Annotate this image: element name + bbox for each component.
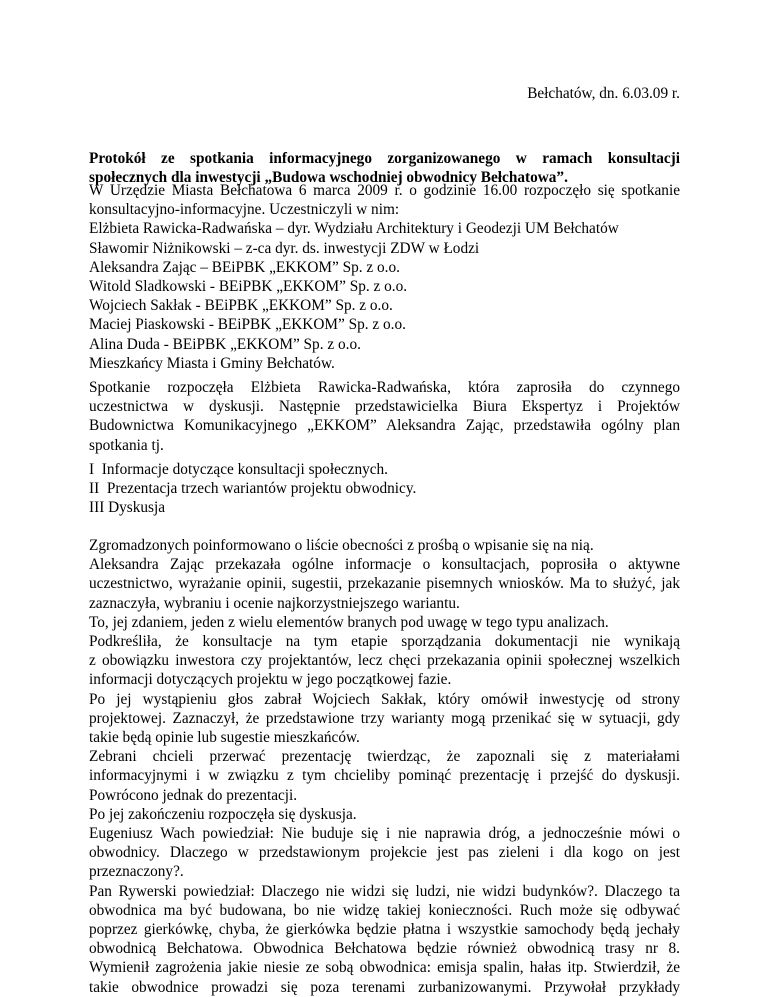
body-line: uczestnictwo, wyrażanie opinii, sugestii, przekazanie pisemnych wniosków. Ma to służyć, jak — [89, 575, 680, 593]
participant-item: Mieszkańcy Miasta i Gminy Bełchatów. — [89, 354, 335, 372]
discussion-body — [89, 536, 680, 997]
body-line: Wymienił zagrożenia jakie niesie ze sobą obwodnica: emisja spalin, hałas itp. Stwierdził, że — [89, 959, 680, 977]
paragraph-line: Spotkanie rozpoczęła Elżbieta Rawicka-Radwańska, która zaprosiła do czynnego — [89, 379, 680, 396]
body-line: Po jej wystąpieniu głos zabrał Wojciech Sakłak, który omówił inwestycję od strony — [89, 690, 680, 708]
body-line: obwodnicą Bełchatowa. Obwodnica Bełchatowa będzie również obwodnicą trasy nr 8. — [89, 940, 680, 958]
body-line: Zgromadzonych poinformowano o liście obecności z prośbą o wpisanie się na nią. — [89, 537, 594, 554]
document-date: Bełchatów, dn. 6.03.09 r. — [527, 85, 680, 102]
body-line: Aleksandra Zając przekazała ogólne informacje o konsultacjach, poprosiła o aktywne — [89, 556, 680, 574]
opening-paragraph — [89, 378, 680, 455]
body-line: Pan Rywerski powiedział: Dlaczego nie widzi się ludzi, nie widzi budynków?. Dlaczego ta — [89, 882, 680, 900]
body-line: obwodnicy. Dlaczego w przedstawionym projekcie jest pas zieleni i dla kogo on jest — [89, 844, 680, 862]
title-line: społecznych dla inwestycji „Budowa wschodniej obwodnicy Bełchatowa”. — [89, 169, 568, 187]
body-line: Po jej zakończeniu rozpoczęła się dyskusja. — [89, 805, 357, 823]
paragraph-line: uczestnictwa w dyskusji. Następnie przedstawicielka Biura Ekspertyz i Projektów — [89, 398, 680, 416]
body-line: Podkreśliła, że konsultacje na tym etapie sporządzania dokumentacji nie wynikają — [89, 633, 680, 651]
paragraph-line: spotkania tj. — [89, 436, 164, 454]
participant-item: Wojciech Sakłak - BEiPBK „EKKOM” Sp. z o.o. — [89, 297, 393, 315]
body-line: To, jej zdaniem, jeden z wielu elementów branych pod uwagę w tego typu analizach. — [89, 613, 609, 631]
participant-item: Sławomir Niżnikowski – z-ca dyr. ds. inwestycji ZDW w Łodzi — [89, 239, 480, 257]
body-line: poprzez gierkówkę, chyba, że gierkówka będzie płatna i wszystkie samochody będą jechały — [89, 921, 680, 939]
paragraph-line: Budownictwa Komunikacyjnego „EKKOM” Aleksandra Zając, przedstawiła ogólny plan — [89, 417, 680, 435]
agenda-item: II Prezentacja trzech wariantów projektu obwodnicy. — [89, 480, 417, 498]
agenda-item: I Informacje dotyczące konsultacji społecznych. — [89, 461, 389, 478]
body-line: informacyjnymi i w związku z tym chcieliby pominąć prezentację i przejść do dyskusji. — [89, 767, 680, 785]
body-line: przeznaczony?. — [89, 863, 184, 881]
agenda-item: III Dyskusja — [89, 499, 166, 517]
intro-paragraph — [89, 181, 680, 373]
body-line: Powrócono jednak do prezentacji. — [89, 786, 298, 804]
body-line: Zebrani chcieli przerwać prezentację twierdząc, że zapoznali się z materiałami — [89, 748, 680, 766]
title-line: Protokół ze spotkania informacyjnego zorganizowanego w ramach konsultacji — [89, 150, 680, 167]
body-line: obwodnica ma być budowana, bo nie widzę takiej konieczności. Ruch może się odbywać — [89, 901, 680, 919]
body-line: projektowej. Zaznaczył, że przedstawione trzy warianty mogą przenikać się w sytuacji, gdy — [89, 709, 680, 727]
paragraph-line: W Urzędzie Miasta Bełchatowa 6 marca 2009 r. o godzinie 16.00 rozpoczęło się spotkanie — [89, 182, 680, 199]
body-line: Eugeniusz Wach powiedział: Nie buduje się i nie naprawia dróg, a jednocześnie mówi o — [89, 825, 680, 843]
participant-item: Maciej Piaskowski - BEiPBK „EKKOM” Sp. z o.o. — [89, 316, 406, 334]
participant-item: Aleksandra Zając – BEiPBK „EKKOM” Sp. z o.o. — [89, 258, 400, 276]
participant-item: Elżbieta Rawicka-Radwańska – dyr. Wydziału Architektury i Geodezji UM Bełchatów — [89, 220, 619, 238]
body-line: takie obwodnice prowadzi się poza terenami zurbanizowanymi. Przywołał przykłady — [89, 978, 680, 996]
paragraph-line: konsultacyjno-informacyjne. Uczestniczyli w nim: — [89, 201, 400, 219]
body-line: takie będą opinie lub sugestie mieszkańców. — [89, 729, 360, 747]
body-line: informacji dotyczących projektu w jego początkowej fazie. — [89, 671, 452, 689]
body-line: zaznaczyła, wybraniu i ocenie najkorzystniejszego wariantu. — [89, 594, 460, 612]
agenda-list — [89, 460, 680, 518]
body-line: z obowiązku inwestora czy projektantów, lecz chęci przekazania opinii społecznej wszelkich — [89, 652, 680, 670]
participant-item: Witold Sladkowski - BEiPBK „EKKOM” Sp. z o.o. — [89, 278, 408, 296]
participant-item: Alina Duda - BEiPBK „EKKOM” Sp. z o.o. — [89, 335, 361, 353]
